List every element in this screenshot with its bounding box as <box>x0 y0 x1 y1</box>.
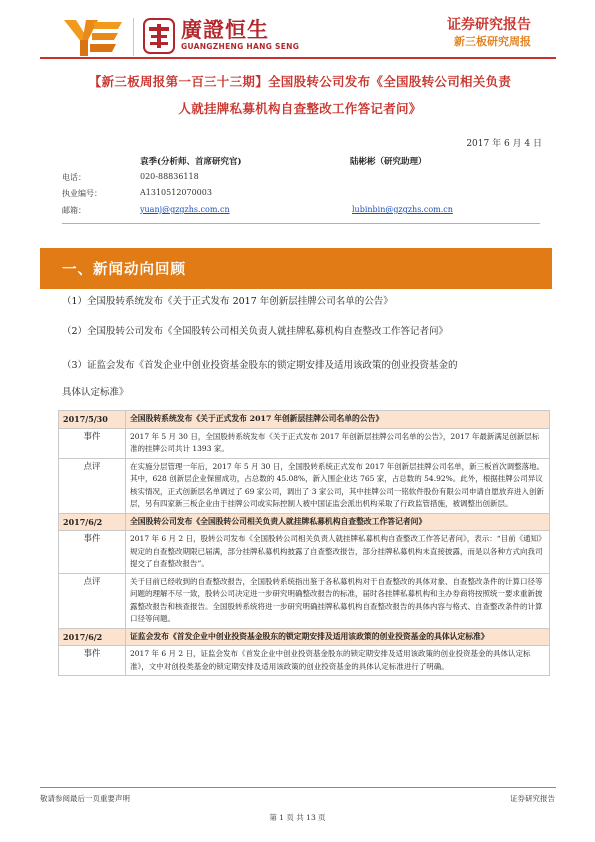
license-label: 执业编号： <box>62 189 102 198</box>
analyst-name: 袁季(分析师、首席研究官) <box>140 157 242 167</box>
news-list-item: （1）全国股转系统发布《关于正式发布 2017 年创新层挂牌公司名单的公告》 <box>62 296 393 307</box>
report-subtype: 新三板研究周报 <box>454 35 531 48</box>
table-row <box>59 513 550 531</box>
license-value: A1310512070003 <box>140 188 212 197</box>
header-rule <box>40 57 556 59</box>
news-list-item: （3）证监会发布《首发企业中创业投资基金股东的锁定期安排及适用该政策的创业投资基金的 <box>62 360 458 371</box>
report-type: 证券研究报告 <box>447 17 531 33</box>
section-title: 一、新闻动向回顾 <box>62 262 186 278</box>
event-text: 2017 年 5 月 30 日，全国股转系统发布《关于正式发布 2017 年创新层挂牌公司名单的公告》，2017 年最新满足创新层标准的挂牌公司共计 1393 家。 <box>126 428 550 458</box>
comment-label: 点评 <box>59 458 126 513</box>
brand-name-en: GUANGZHENG HANG SENG <box>181 42 300 51</box>
comment-text: 关于目前已经收到的自查整改报告，全国股转系统指出鉴于各私募机构对于自查整改的具体对象、自查整改条件的计算口径等问题的理解不尽一致，股转公司决定进一步研究明确整改报告的标准，届时各挂牌私募机构和主办券商将按照统一要求重新披露整改报告和核查报告。全国股转系统将进一步研究明确挂牌私募机构自查整改报告的具体内容与格式、自查整改条件的计算口径等问题。 <box>126 573 550 628</box>
table-row <box>59 428 550 458</box>
event-label: 事件 <box>59 428 126 458</box>
report-date: 2017 年 6 月 4 日 <box>466 139 542 149</box>
phone-value: 020-88836118 <box>140 172 199 181</box>
phone-label: 电话： <box>62 173 86 182</box>
table-row <box>59 458 550 513</box>
report-title-line-1: 【新三板周报第一百三十三期】全国股转公司发布《全国股转公司相关负责 <box>88 74 512 89</box>
event-text: 2017 年 6 月 2 日，证监会发布《首发企业中创业投资基金股东的锁定期安排及适用该政策的创业投资基金的具体认定标准》，文中对创投类基金的锁定期安排及适用该政策的创业投资基金的具体认定标准进行了明确。 <box>126 646 550 676</box>
table-row <box>59 628 550 646</box>
event-label: 事件 <box>59 646 126 676</box>
news-table <box>58 410 550 676</box>
entry-date: 2017/6/2 <box>59 628 126 646</box>
comment-text: 在实施分层管理一年后，2017 年 5 月 30 日，全国股转系统正式发布 2017 年创新层挂牌公司名单，新三板首次调整落地。其中，628 创新层企业保留成功，占总数的 45.08%，新入围企业达 765 家，占总数的 54.92%。此外，根据挂牌公司异议核实情况，正式创新层名单调过了 69 家公司，调出了 3 家公司，其中挂牌公司一铭软件股份有限公司申请自愿放弃进入创新层，另有四家新三板企业由于挂牌公司或实际控制人被中国证监会派出机构采取了行政监管措施，被调整出创新层。 <box>126 458 550 513</box>
report-title-line-2: 人就挂牌私募机构自查整改工作答记者问》 <box>178 101 422 116</box>
assistant-name: 陆彬彬（研究助理） <box>350 157 427 167</box>
event-label: 事件 <box>59 531 126 574</box>
table-row <box>59 646 550 676</box>
entry-headline: 证监会发布《首发企业中创业投资基金股东的锁定期安排及适用该政策的创业投资基金的具体认定标准》 <box>126 628 550 646</box>
brand-name-cn: 廣證恒生 <box>181 18 269 42</box>
assistant-email-link[interactable]: lubinbin@gzgzhs.com.cn <box>352 205 453 214</box>
seal-icon <box>143 18 175 54</box>
table-row <box>59 573 550 628</box>
table-row <box>59 411 550 429</box>
footer-disclaimer: 敬请参阅最后一页重要声明 <box>40 794 130 803</box>
news-list-item: （2）全国股转公司发布《全国股转公司相关负责人就挂牌私募机构自查整改工作答记者问》 <box>62 326 449 337</box>
company-logo-icon <box>62 16 124 58</box>
logo-divider <box>133 18 134 56</box>
event-text: 2017 年 6 月 2 日，股转公司发布《全国股转公司相关负责人就挂牌私募机构自查整改工作答记者问》，表示：“目前《通知》规定的自查整改期限已届满，部分挂牌私募机构披露了自查整改报告，部分挂牌私募机构未直接披露，而是以各种方式向我司提交了自查整改报告”。 <box>126 531 550 574</box>
entry-date: 2017/6/2 <box>59 513 126 531</box>
entry-date: 2017/5/30 <box>59 411 126 429</box>
entry-headline: 全国股转系统发布《关于正式发布 2017 年创新层挂牌公司名单的公告》 <box>126 411 550 429</box>
email-label: 邮箱： <box>62 206 86 215</box>
section-header-bar <box>40 248 552 289</box>
author-divider <box>62 223 540 224</box>
comment-label: 点评 <box>59 573 126 628</box>
analyst-email-link[interactable]: yuanj@gzgzhs.com.cn <box>140 205 230 214</box>
report-title <box>50 68 550 122</box>
news-list-item-continued: 具体认定标准》 <box>62 387 129 398</box>
table-row <box>59 531 550 574</box>
page-number: 第 1 页 共 13 页 <box>269 813 326 822</box>
footer-label: 证券研究报告 <box>510 794 555 803</box>
footer-rule <box>40 787 556 788</box>
entry-headline: 全国股转公司发布《全国股转公司相关负责人就挂牌私募机构自查整改工作答记者问》 <box>126 513 550 531</box>
